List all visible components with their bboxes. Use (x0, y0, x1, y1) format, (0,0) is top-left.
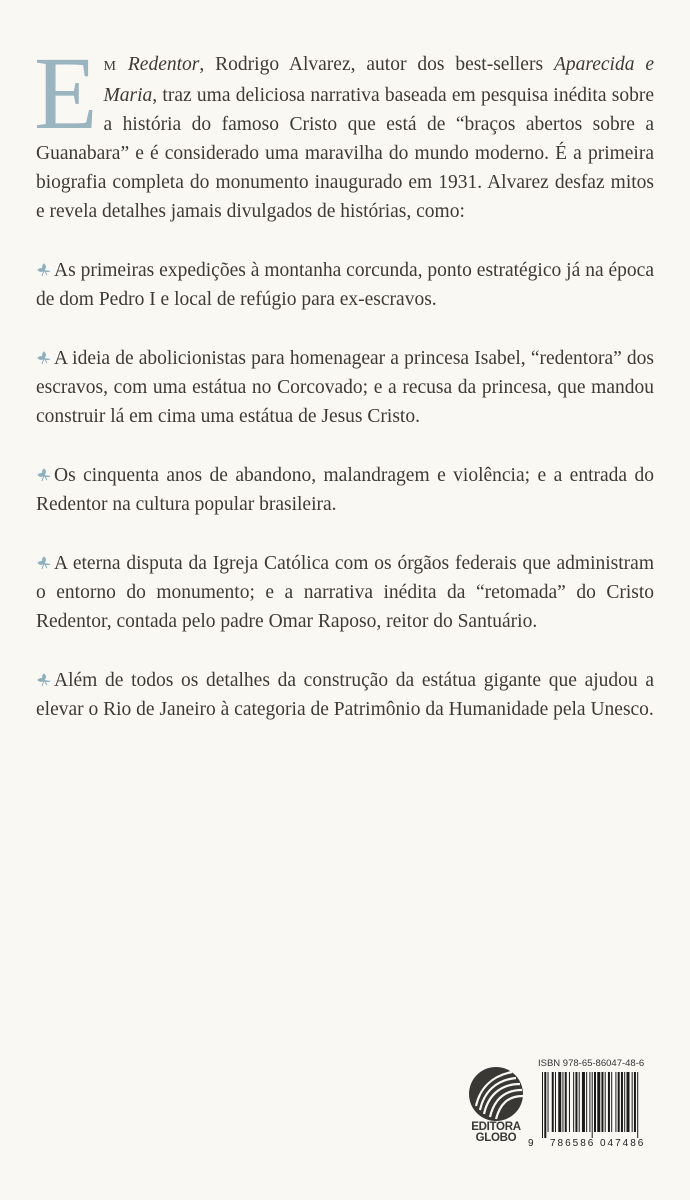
barcode-bar (608, 1072, 610, 1132)
barcode-bar (542, 1072, 543, 1138)
barcode-bar (597, 1072, 600, 1132)
bullet-item (36, 549, 654, 636)
small-cap: M (103, 59, 117, 74)
barcode-bar (618, 1072, 620, 1132)
barcode-bar (573, 1072, 574, 1132)
bullet-text: Além de todos os detalhes da construção da estátua gigante que ajudou a elevar o Rio de Janeiro à categoria de Patrimônio da Humanidade pela Unesco. (36, 670, 654, 720)
bullet-text: As primeiras expedições à montanha corcunda, ponto estratégico já na época de dom Pedro I e local de refúgio para ex-escravos. (36, 260, 654, 310)
barcode-bar (611, 1072, 612, 1132)
isbn-label: ISBN 978-65-86047-48-6 (538, 1058, 645, 1069)
publisher-name (464, 1122, 528, 1144)
barcode-bar (592, 1072, 593, 1138)
bullet-text: A eterna disputa da Igreja Católica com os órgãos federais que administram o entorno do monumento; e a narrativa inédita da “retomada” do Cristo Redentor, contada pelo padre Omar Raposo, reitor do Santuário. (36, 553, 654, 632)
barcode-bar (605, 1072, 606, 1132)
barcode-digits-right: 047486 (600, 1138, 646, 1149)
barcode-bar (565, 1072, 567, 1132)
intro-paragraph (34, 36, 654, 226)
drop-cap: E (34, 36, 98, 151)
fleur-icon (36, 350, 52, 366)
barcode-digit-first: 9 (528, 1138, 534, 1149)
description-text (34, 36, 654, 724)
other-books-title: Aparecida e Maria (103, 54, 654, 106)
intro-text-1 (117, 54, 128, 75)
barcode-bar (544, 1072, 546, 1138)
publisher-line-1: EDITORA (471, 1121, 521, 1133)
barcode-bar (634, 1072, 636, 1132)
intro-text-3: , traz uma deliciosa narrativa baseada em pesquisa inédita sobre a história do famoso Cristo que está de “braços abertos sobre a Guanabara” e é considerado uma maravilha do mundo moderno. É a primeira biografia completa do monumento inaugurado em 1931. Alvarez desfaz mitos e revela detalhes jamais divulgados de histórias, como: (36, 85, 654, 222)
barcode-bar (562, 1072, 563, 1132)
bullet-item (36, 256, 654, 314)
isbn-barcode (528, 1058, 656, 1154)
barcode-bar (579, 1072, 580, 1132)
barcode-bar (621, 1072, 623, 1132)
bullet-text: Os cinquenta anos de abandono, malandragem e violência; e a entrada do Redentor na cultura popular brasileira. (36, 465, 654, 515)
barcode-bar (615, 1072, 616, 1132)
barcode-bar (594, 1072, 596, 1132)
barcode-bar (575, 1072, 577, 1132)
fleur-icon (36, 672, 52, 688)
barcode-bar (548, 1072, 549, 1132)
barcode-bar (558, 1072, 561, 1132)
barcode-bar (586, 1072, 587, 1132)
bullet-item (36, 666, 654, 724)
bullet-item (36, 344, 654, 431)
publisher-line-2: GLOBO (475, 1132, 517, 1144)
intro-text-2: , Rodrigo Alvarez, autor dos best-sellers (199, 54, 554, 75)
bullet-item (36, 461, 654, 519)
barcode-bar (582, 1072, 585, 1132)
barcode-bar (632, 1072, 633, 1132)
barcode-bar (552, 1072, 554, 1132)
book-title: Redentor (127, 54, 200, 75)
fleur-icon (36, 467, 52, 483)
fleur-icon (36, 262, 52, 278)
barcode-bars (532, 1072, 652, 1138)
barcode-bar (589, 1072, 590, 1132)
bullet-text: A ideia de abolicionistas para homenagear a princesa Isabel, “redentora” dos escravos, com uma estátua no Corcovado; e a recusa da princesa, que mandou construir lá em cima uma estátua de Jesus Cristo. (36, 348, 654, 427)
barcode-bar (637, 1072, 638, 1138)
fleur-icon (36, 555, 52, 571)
barcode-bar (601, 1072, 603, 1132)
barcode-bar (555, 1072, 556, 1132)
barcode-bar (569, 1072, 570, 1132)
barcode-digits-left: 786586 (550, 1138, 596, 1149)
barcode-bar (627, 1072, 630, 1132)
barcode-bar (624, 1072, 625, 1132)
